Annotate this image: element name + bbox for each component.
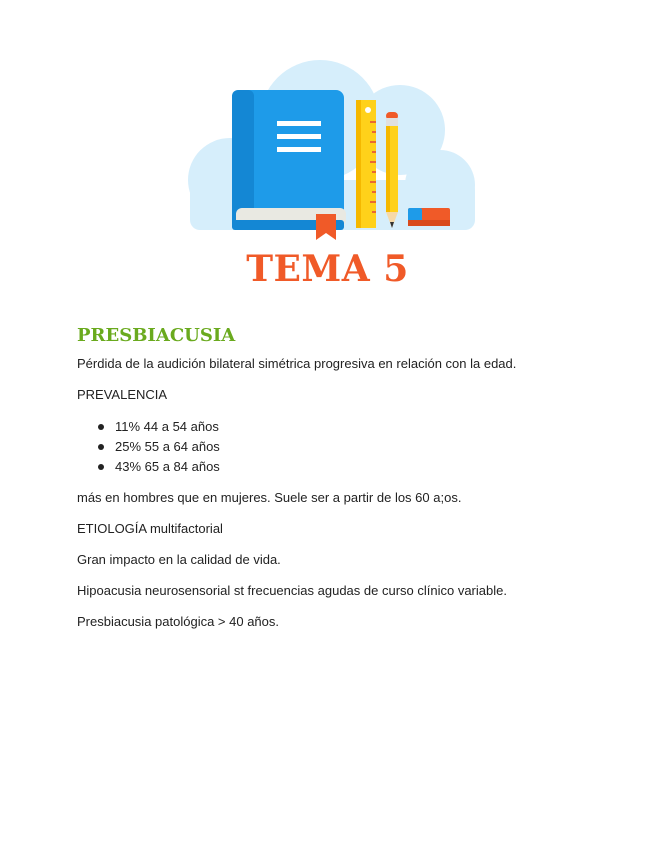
prevalence-list bbox=[77, 417, 597, 477]
list-item-text: 25% 55 a 64 años bbox=[115, 439, 220, 454]
pathologic-text: Presbiacusia patológica > 40 años. bbox=[77, 614, 279, 629]
gender-note: más en hombres que en mujeres. Suele ser a partir de los 60 a;os. bbox=[77, 490, 462, 505]
etiology-text: ETIOLOGÍA multifactorial bbox=[77, 521, 223, 536]
pencil-icon bbox=[386, 112, 398, 228]
list-item bbox=[77, 417, 597, 437]
impact-text: Gran impacto en la calidad de vida. bbox=[77, 552, 281, 567]
list-item-text: 11% 44 a 54 años bbox=[115, 419, 219, 434]
document-body bbox=[77, 324, 597, 644]
definition-text: Pérdida de la audición bilateral simétrica progresiva en relación con la edad. bbox=[77, 356, 517, 371]
list-item bbox=[77, 457, 597, 477]
section-heading: PRESBIACUSIA bbox=[77, 325, 236, 346]
bullet-icon bbox=[98, 424, 104, 430]
bullet-icon bbox=[98, 444, 104, 450]
bullet-icon bbox=[98, 464, 104, 470]
page-title: TEMA 5 bbox=[246, 248, 409, 290]
hypoacusis-text: Hipoacusia neurosensorial st frecuencias agudas de curso clínico variable. bbox=[77, 583, 507, 598]
book-icon bbox=[232, 90, 346, 240]
ruler-icon bbox=[356, 100, 376, 228]
list-item bbox=[77, 437, 597, 457]
list-item-text: 43% 65 a 84 años bbox=[115, 459, 220, 474]
eraser-icon bbox=[408, 208, 450, 226]
prevalence-label: PREVALENCIA bbox=[77, 387, 168, 402]
book-ruler-pencil-illustration bbox=[170, 60, 490, 240]
